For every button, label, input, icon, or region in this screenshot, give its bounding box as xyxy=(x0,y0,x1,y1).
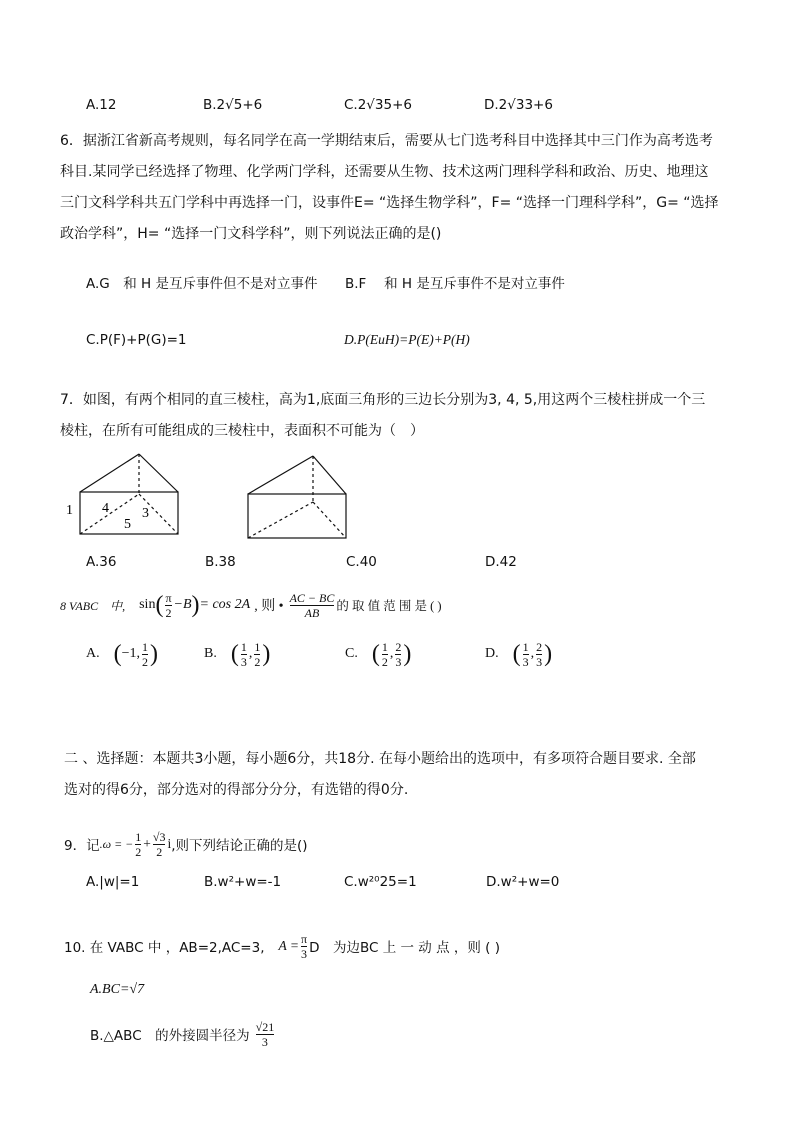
q8-two: 2 xyxy=(165,605,172,620)
q8-pi-over-2 xyxy=(165,591,171,620)
q8-a-lower: −1, xyxy=(121,646,141,661)
prism-figures xyxy=(60,448,360,544)
q8-option-b: B. ( $\frac{1}{3}$ , $\frac{1}{2}$ ) xyxy=(204,639,271,669)
q9-suffix: ,则下列结论正确的是() xyxy=(171,838,308,854)
q8-option-d: D. ( $\frac{1}{3}$ , $\frac{2}{3}$ ) xyxy=(485,639,553,669)
q9-plus: + xyxy=(143,836,151,851)
q9-omega: .ω = − xyxy=(99,836,134,851)
q7-stem xyxy=(60,385,705,447)
q9-stem: 9．记 .ω = − $\frac{1}{2}$ + $\frac{√3}{2}$ i ,则下列结论正确的是() xyxy=(64,829,308,859)
q8-den: AB xyxy=(290,605,335,620)
q5-option-c: C.2√35+6 xyxy=(344,97,412,113)
q7-option-d: D.42 xyxy=(485,554,517,570)
q8-equals: = cos 2A xyxy=(199,597,251,612)
q10-suffix: D 为边BC 上 一 动 点 ，则 ( ) xyxy=(309,940,500,956)
q8-ratio xyxy=(290,591,335,620)
fig-label-height: 1 xyxy=(66,503,73,518)
q6-option-a: A.G 和 H 是互斥事件但不是对立事件 xyxy=(86,276,318,292)
section2-line-1: 二 、选择题：本题共3小题，每小题6分，共18分. 在每小题给出的选项中，有多项符合题目要求. 全部 xyxy=(64,751,696,767)
q10-option-a: A.BC=√7 xyxy=(90,982,145,997)
q10-a-eq: A = xyxy=(278,938,299,953)
q8-suffix: 的 取 值 范 围 是 ( ) xyxy=(336,599,442,613)
q8-c-label: C. xyxy=(345,646,358,661)
q8-num: AC − BC xyxy=(289,590,335,605)
q5-option-a: A.12 xyxy=(86,97,117,113)
fig-label-side4: 4 xyxy=(102,501,109,516)
q8-minus-b: −B xyxy=(173,597,192,612)
q8-then: , 则 • xyxy=(254,599,284,614)
q7-option-b: B.38 xyxy=(205,554,236,570)
q8-option-a: A. ( −1, $\frac{1}{2}$ ) xyxy=(86,639,159,669)
q6-line-2: 科目.某同学已经选择了物理、化学两门学科，还需要从生物、技术这两门理科学科和政治、历史、地理这 xyxy=(60,164,709,180)
q9-option-d: D.w²+w=0 xyxy=(486,874,560,890)
q9-option-c: C.w²⁰25=1 xyxy=(344,874,417,890)
q5-option-b: B.2√5+6 xyxy=(203,97,263,113)
q7-line-2: 棱柱，在所有可能组成的三棱柱中，表面积不可能为（ ） xyxy=(60,423,424,439)
q6-stem xyxy=(60,126,719,250)
q5-option-d: D.2√33+6 xyxy=(484,97,553,113)
q8-sin: sin xyxy=(139,597,156,612)
q6-option-b: B.F 和 H 是互斥事件不是对立事件 xyxy=(345,276,565,292)
q7-line-1: 7．如图，有两个相同的直三棱柱，高为1,底面三角形的三边长分别为3, 4, 5,用这两个三棱柱拼成一个三 xyxy=(60,392,706,408)
q8-b-label: B. xyxy=(204,646,217,661)
q9-prefix: 9．记 xyxy=(64,838,100,854)
q8-option-c: C. ( $\frac{1}{2}$ , $\frac{2}{3}$ ) xyxy=(345,639,412,669)
q10-b-prefix: B.△ABC 的外接圆半径为 xyxy=(90,1028,250,1044)
q8-paren-open: ( xyxy=(155,591,164,618)
q8-a-label: A. xyxy=(86,646,100,661)
fig-label-side3: 3 xyxy=(142,506,149,521)
q8-prefix: 8 VABC 中, xyxy=(60,598,126,613)
q8-paren-close: ) xyxy=(191,591,200,618)
q10-prefix: 10. 在 VABC 中 ，AB=2,AC=3, xyxy=(64,940,265,956)
q9-i: i xyxy=(167,836,172,851)
q7-option-a: A.36 xyxy=(86,554,117,570)
q6-option-d: D.P(EuH)=P(E)+P(H) xyxy=(344,332,470,347)
q7-option-c: C.40 xyxy=(346,554,377,570)
q6-option-c: C.P(F)+P(G)=1 xyxy=(86,332,187,348)
q6-line-1: 6．据浙江省新高考规则，每名同学在高一学期结束后，需要从七门选考科目中选择其中三门作为高考选考 xyxy=(60,133,713,149)
fig-label-side5: 5 xyxy=(124,517,131,532)
q8-stem xyxy=(60,585,442,625)
q6-line-3: 三门文科学科共五门学科中再选择一门，设事件E= “选择生物学科”，F= “选择一门理科学科”，G= “选择 xyxy=(60,195,719,211)
section2-heading xyxy=(64,744,696,806)
q10-stem: 10. 在 VABC 中 ，AB=2,AC=3, A = $\frac{\pi}{3}$ D 为边BC 上 一 动 点 ，则 ( ) xyxy=(64,931,500,961)
section2-line-2: 选对的得6分，部分选对的得部分分分，有选错的得0分. xyxy=(64,782,409,798)
q9-option-b: B.w²+w=-1 xyxy=(204,874,282,890)
q10-option-b: B.△ABC 的外接圆半径为 $\frac{√21}{3}$ xyxy=(90,1019,275,1049)
q6-line-4: 政治学科”，H= “选择一门文科学科”，则下列说法正确的是() xyxy=(60,226,442,242)
q9-option-a: A.|w|=1 xyxy=(86,874,140,890)
q8-d-label: D. xyxy=(485,646,499,661)
prism-right xyxy=(248,456,346,538)
q8-pi: π xyxy=(165,590,172,605)
